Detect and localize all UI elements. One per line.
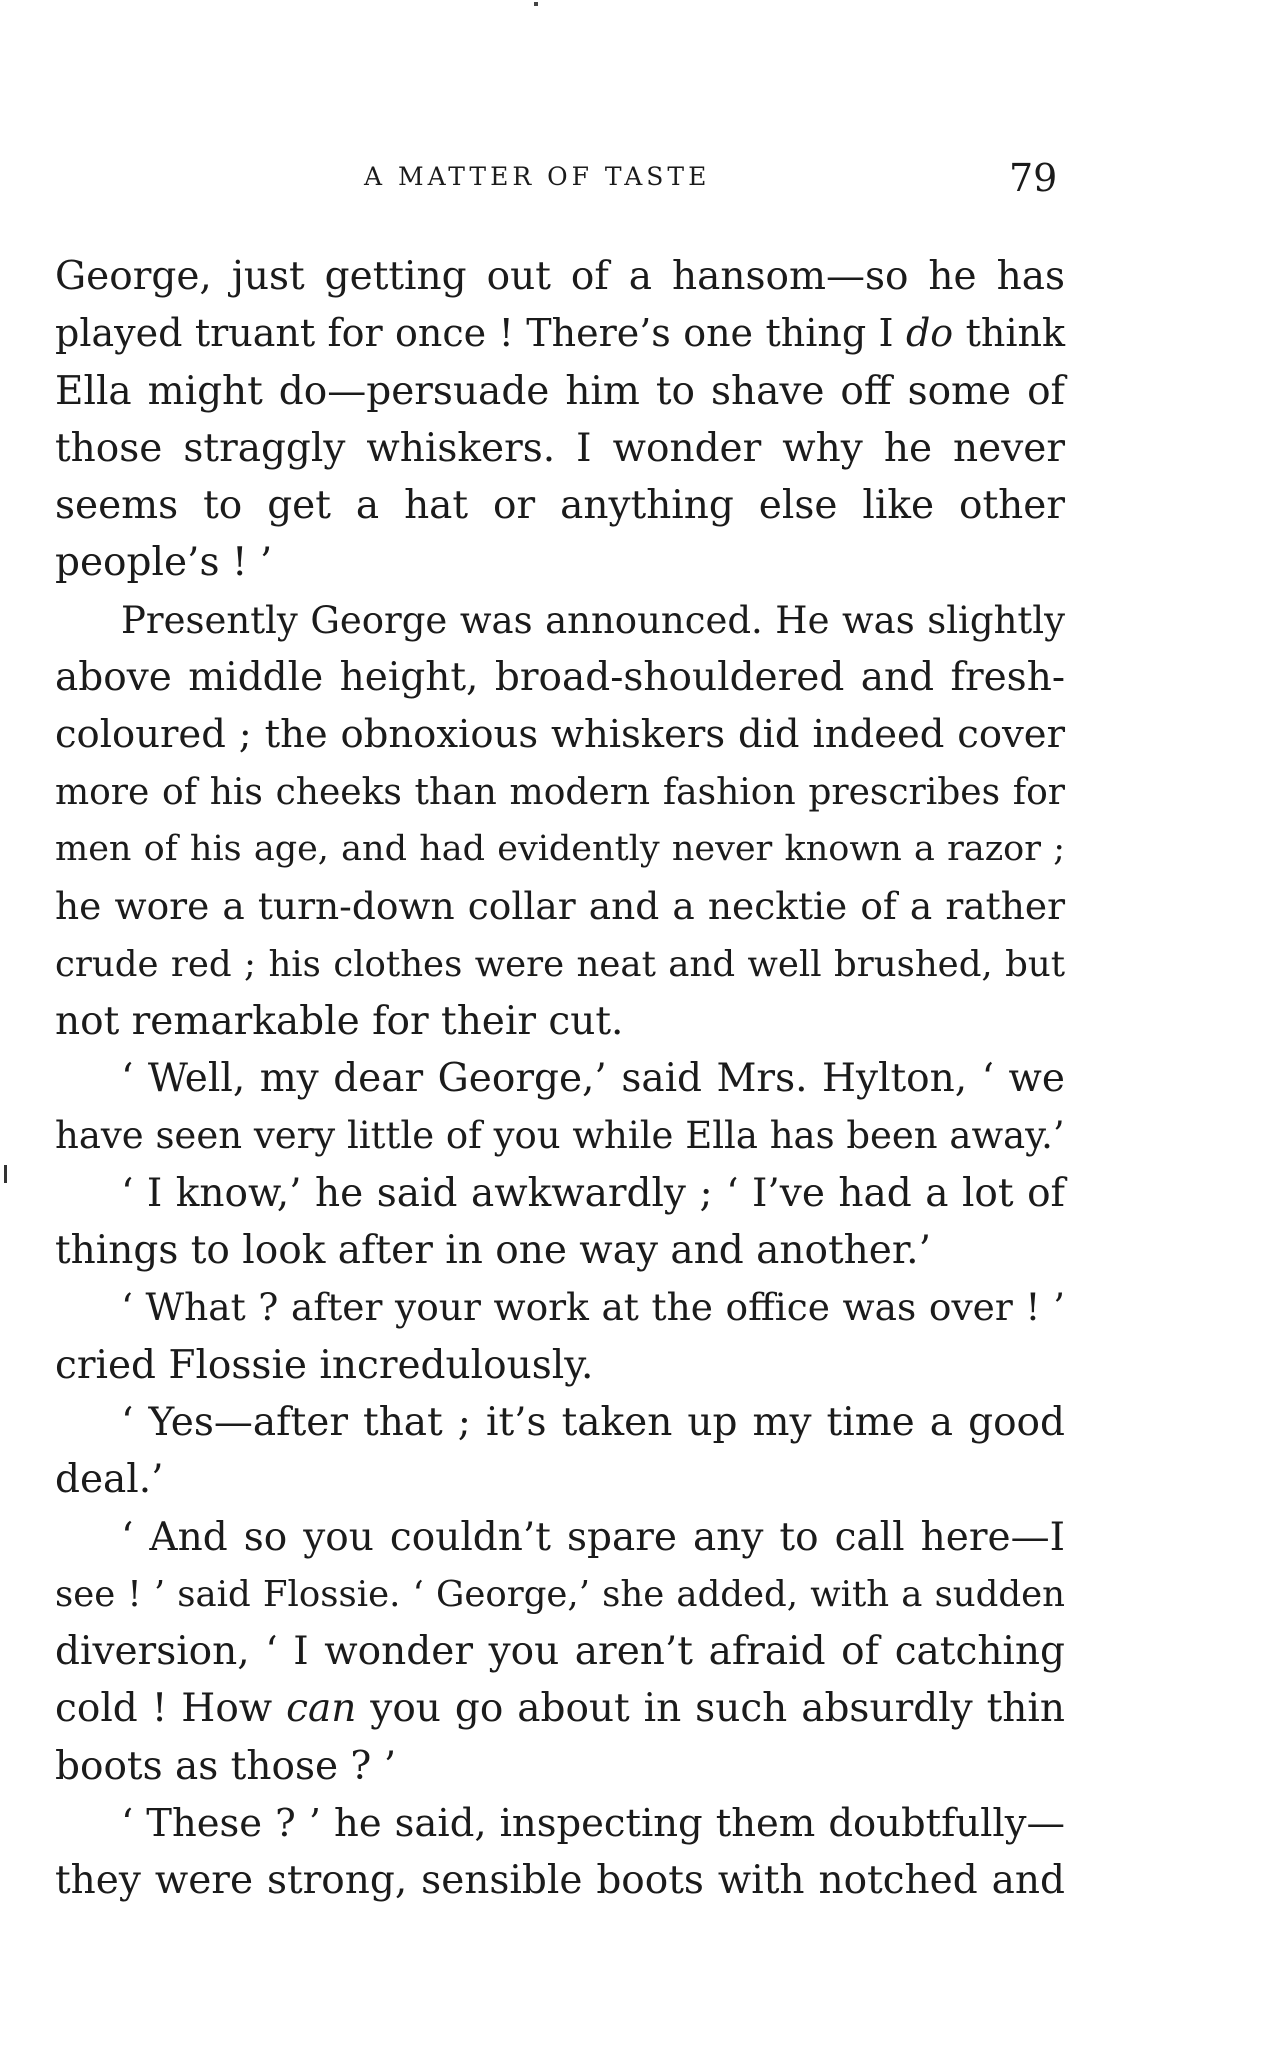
- text-line: George, just getting out of a hansom—so he has: [55, 254, 1065, 299]
- text-line: men of his age, and had evidently never known a razor ;: [55, 828, 1065, 869]
- text-line: ‘ What ? after your work at the office was over ! ’: [121, 1285, 1065, 1330]
- running-title: A MATTER OF TASTE: [364, 162, 711, 191]
- text-line: ‘ I know,’ he said awkwardly ; ‘ I’ve had a lot of: [121, 1170, 1065, 1216]
- text-line: coloured ; the obnoxious whiskers did indeed cover: [55, 712, 1065, 758]
- text-line: have seen very little of you while Ella has been away.’: [55, 1114, 1065, 1158]
- text-line: Presently George was announced. He was slightly: [121, 598, 1065, 642]
- text-line: people’s ! ’: [55, 540, 273, 586]
- margin-mark: [4, 1165, 7, 1183]
- text-line: crude red ; his clothes were neat and well brushed, but: [55, 943, 1065, 985]
- running-header: [0, 156, 1281, 206]
- text-line: cried Flossie incredulously.: [55, 1342, 594, 1388]
- text-line: ‘ And so you couldn’t spare any to call here—I: [121, 1514, 1065, 1560]
- text-line: Ella might do—persuade him to shave off some of: [55, 368, 1065, 414]
- text-line: deal.’: [55, 1457, 164, 1503]
- text-line: ‘ Yes—after that ; it’s taken up my time a good: [121, 1399, 1065, 1445]
- text-line: they were strong, sensible boots with notched and: [55, 1858, 1065, 1904]
- text-line: he wore a turn-down collar and a necktie of a rather: [55, 884, 1065, 929]
- text-line: more of his cheeks than modern fashion prescribes for: [55, 771, 1065, 813]
- text-line: not remarkable for their cut.: [55, 998, 624, 1044]
- text-line: things to look after in one way and another.’: [55, 1228, 931, 1274]
- text-line: seems to get a hat or anything else like other: [55, 483, 1065, 529]
- text-line: those straggly whiskers. I wonder why he never: [55, 425, 1065, 471]
- text-line: diversion, ‘ I wonder you aren’t afraid of catching: [55, 1629, 1065, 1675]
- text-line: played truant for once ! There’s one thing I do think: [55, 311, 1065, 356]
- text-line: ‘ Well, my dear George,’ said Mrs. Hylton, ‘ we: [121, 1056, 1065, 1102]
- page-number: 79: [1009, 156, 1058, 200]
- text-line: cold ! How can you go about in such absurdly thin: [55, 1686, 1065, 1732]
- body-text: [55, 248, 1065, 1910]
- text-line: boots as those ? ’: [55, 1743, 397, 1789]
- text-line: see ! ’ said Flossie. ‘ George,’ she added, with a sudden: [55, 1573, 1065, 1615]
- print-speck: [534, 2, 538, 6]
- text-line: ‘ These ? ’ he said, inspecting them doubtfully—: [121, 1801, 1065, 1847]
- text-line: above middle height, broad-shouldered and fresh-: [55, 655, 1065, 701]
